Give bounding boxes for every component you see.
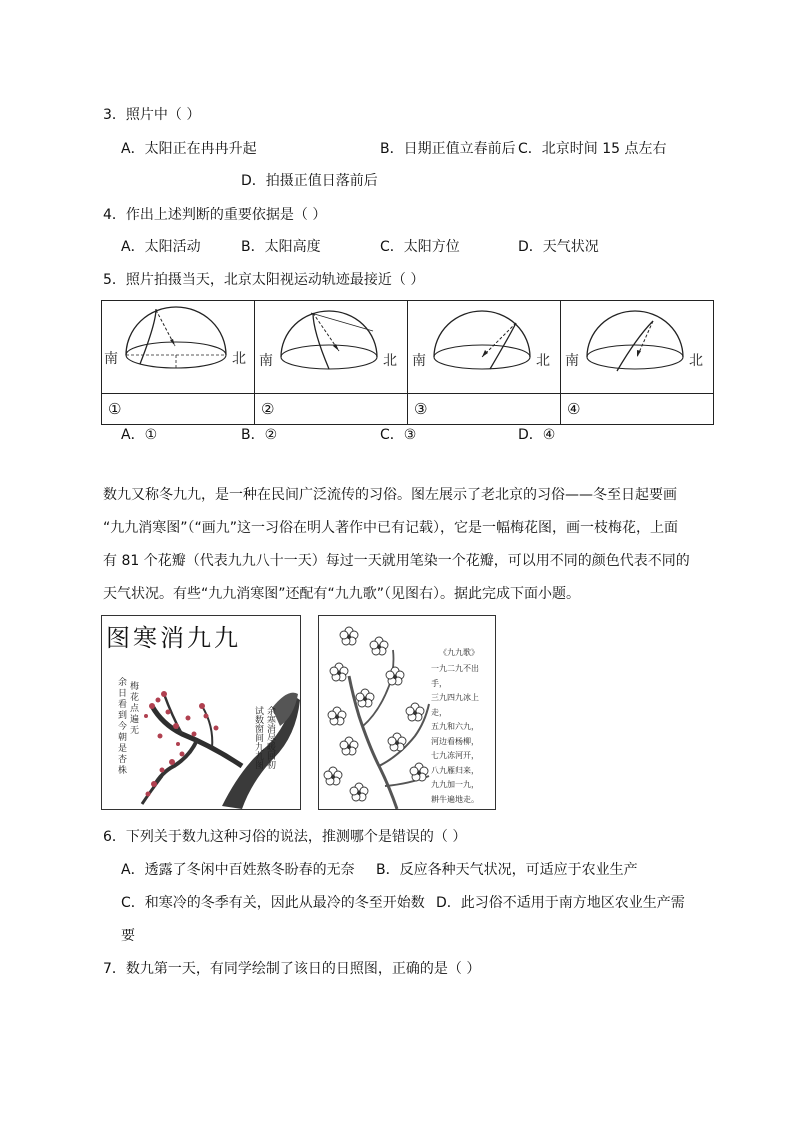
jiujiu-song-line: 八九雁归来，	[431, 765, 479, 775]
q5-diagram-3	[408, 301, 561, 394]
jiujiu-song-lines	[431, 662, 493, 807]
q5-option-d: D．④	[518, 427, 556, 443]
south-label-4: 南	[565, 353, 579, 369]
poem-col-2: 余寒消尽暖回初	[265, 706, 275, 769]
q4-option-d: D．天气状况	[518, 239, 599, 255]
jiujiu-song-line: 耕牛遍地走。	[431, 794, 479, 804]
q5-cell-label-3: ③	[408, 394, 561, 425]
poem-col-1: 试数窗间九九图	[253, 706, 263, 769]
jiujiu-song-line: 三九四九冰上走，	[431, 693, 479, 717]
north-label-4: 北	[689, 353, 703, 369]
poem-col-3: 梅花点遍无	[130, 682, 140, 736]
q5-cell-label-4: ④	[561, 394, 714, 425]
q3-option-b: B．日期正值立春前后	[380, 141, 516, 157]
q5-option-c: C．③	[380, 427, 417, 443]
q5-diagram-4	[561, 301, 714, 394]
passage-line-4: 天气状况。有些“九九消寒图”还配有“九九歌”（见图右）。据此完成下面小题。	[103, 586, 581, 602]
jiujiu-song-line: 河边看杨柳，	[431, 736, 479, 746]
poem-col-4: 余日看到今朝是杏株	[118, 678, 128, 776]
north-label-1: 北	[232, 351, 246, 367]
jiujiu-song-picture	[318, 615, 496, 810]
q3-option-a: A．太阳正在冉冉升起	[121, 141, 257, 157]
sun-path-diagram-1	[102, 301, 248, 389]
sun-path-diagram-3	[408, 301, 554, 389]
q7-stem: 7．数九第一天，有同学绘制了该日的日照图，正确的是（ ）	[103, 961, 481, 977]
passage-line-2: “九九消寒图”（“画九”这一习俗在明人著作中已有记载），它是一幅梅花图，画一枝梅花，上面	[103, 520, 679, 536]
q4-stem: 4．作出上述判断的重要依据是（ ）	[103, 207, 327, 223]
q3-option-d: D．拍摄正值日落前后	[241, 173, 378, 189]
north-label-3: 北	[536, 353, 550, 369]
jiujiu-song-line: 九九加一九，	[431, 780, 479, 789]
sun-path-diagram-2	[255, 301, 401, 389]
q6-option-c: C．和寒冷的冬季有关，因此从最冷的冬至开始数	[121, 895, 425, 911]
q6-option-a: A．透露了冬闲中百姓熬冬盼春的无奈	[121, 862, 355, 878]
sun-path-diagram-4	[561, 301, 707, 389]
q4-option-c: C．太阳方位	[380, 239, 460, 255]
jiujiu-song-line: 一九二九不出手，	[431, 664, 479, 688]
q3-option-c: C．北京时间 15 点左右	[518, 141, 667, 157]
q5-stem: 5．照片拍摄当天，北京太阳视运动轨迹最接近（ ）	[103, 272, 425, 288]
q4-option-b: B．太阳高度	[241, 239, 321, 255]
q4-option-a: A．太阳活动	[121, 239, 201, 255]
q5-cell-label-1: ①	[102, 394, 255, 425]
passage-line-3: 有 81 个花瓣（代表九九八十一天）每过一天就用笔染一个花瓣，可以用不同的颜色代表不同的	[103, 553, 690, 569]
q6-option-b: B．反应各种天气状况，可适应于农业生产	[376, 862, 638, 878]
q5-option-a: A．①	[121, 427, 158, 443]
q5-cell-label-2: ②	[255, 394, 408, 425]
q6-stem: 6．下列关于数九这种习俗的说法，推测哪个是错误的（ ）	[103, 829, 467, 845]
jiujiu-song-title: 《九九歌》	[439, 648, 479, 657]
q5-diagram-table	[101, 300, 714, 425]
jiujiu-song-line: 五九和六九，	[431, 722, 479, 731]
q6-option-d: D．此习俗不适用于南方地区农业生产需	[436, 895, 685, 911]
north-label-2: 北	[383, 353, 397, 369]
q3-stem: 3．照片中（ ）	[103, 107, 201, 123]
jiujiu-song-line: 七九冻河开，	[431, 751, 479, 760]
south-label-3: 南	[412, 353, 426, 369]
q6-option-d-continued: 要	[121, 928, 135, 944]
q5-diagram-2	[255, 301, 408, 394]
jiujiu-xiaohan-painting	[101, 615, 301, 810]
passage-line-1: 数九又称冬九九，是一种在民间广泛流传的习俗。图左展示了老北京的习俗——冬至日起要画	[103, 487, 677, 503]
painting-title: 图寒消九九	[106, 624, 241, 652]
south-label-2: 南	[259, 353, 273, 369]
q5-diagram-1	[102, 301, 255, 394]
q5-option-b: B．②	[241, 427, 278, 443]
south-label-1: 南	[104, 351, 118, 367]
